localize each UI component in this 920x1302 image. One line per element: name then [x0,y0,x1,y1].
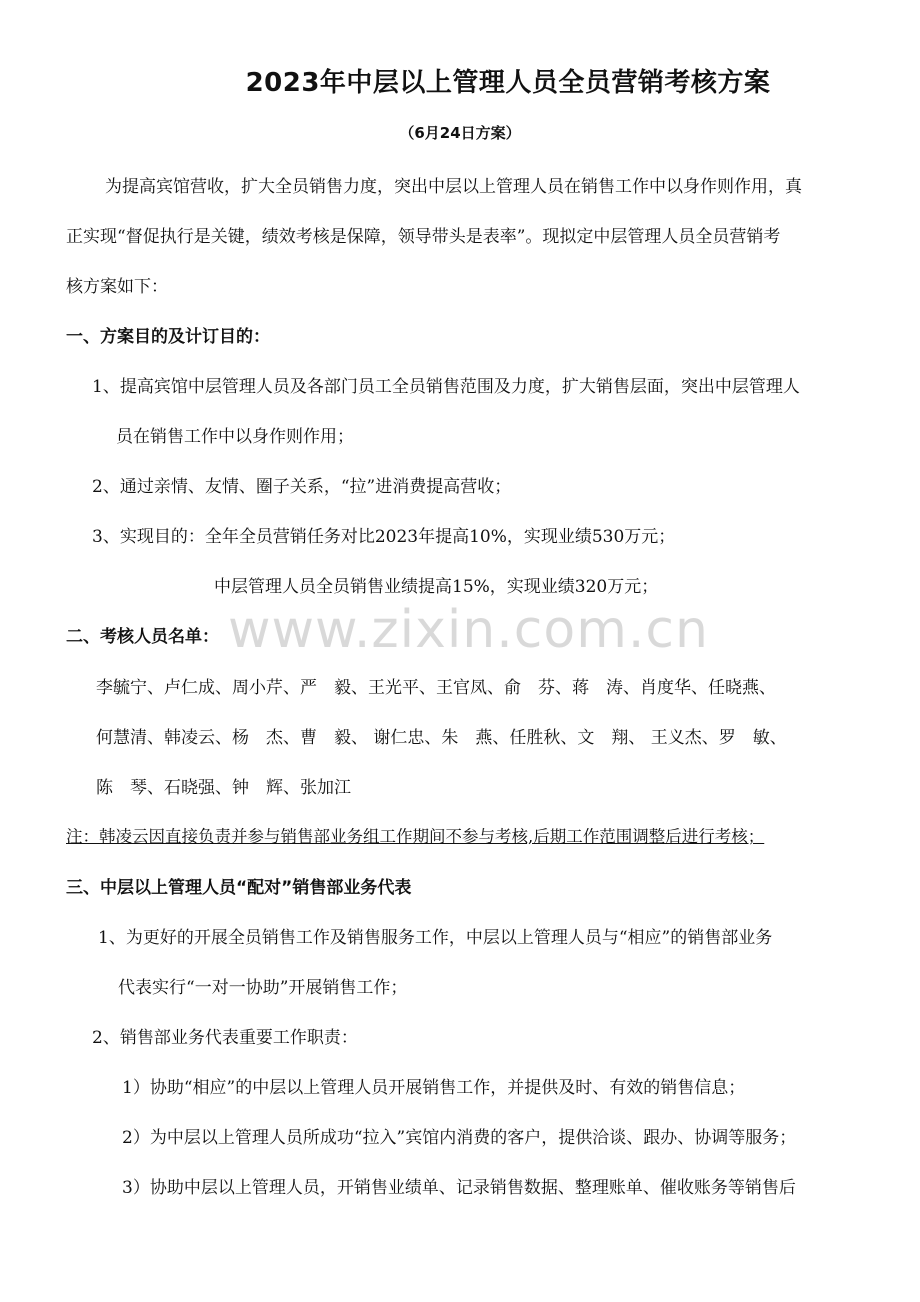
section-3-subitem: 1）协助“相应”的中层以上管理人员开展销售工作，并提供及时、有效的销售信息； [122,1078,746,1098]
document-subtitle: （6月24日方案） [399,124,521,142]
section-1-item: 员在销售工作中以身作则作用； [116,427,354,447]
intro-line-1: 为提高宾馆营收，扩大全员销售力度，突出中层以上管理人员在销售工作中以身作则作用，真 [105,177,802,197]
name-list-line: 何慧清、韩凌云、杨 杰、曹 毅、 谢仁忠、朱 燕、任胜秋、文 翔、 王义杰、罗 敏、 [96,728,787,748]
document-title: 2023年中层以上管理人员全员营销考核方案 [245,68,771,98]
section-3-heading: 三、中层以上管理人员“配对”销售部业务代表 [66,878,412,898]
section-3-subitem: 2）为中层以上管理人员所成功“拉入”宾馆内消费的客户，提供洽谈、跟办、协调等服务； [122,1128,797,1148]
section-2-heading: 二、考核人员名单： [66,627,219,647]
section-1-item: 3、实现目的：全年全员营销任务对比2023年提高10%，实现业绩530万元； [92,527,676,547]
intro-line-3: 核方案如下： [66,277,168,297]
section-3-item: 1、为更好的开展全员销售工作及销售服务工作，中层以上管理人员与“相应”的销售部业务 [98,928,773,948]
name-list-line: 陈 琴、石晓强、钟 辉、张加江 [96,778,351,798]
watermark: www.zixin.com.cn [228,600,709,660]
section-3-item: 2、销售部业务代表重要工作职责： [92,1028,358,1048]
name-list-line: 李毓宁、卢仁成、周小芹、严 毅、王光平、王官凤、俞 芬、蒋 涛、肖度华、任晓燕、 [96,678,776,698]
section-3-item: 代表实行“一对一协助”开展销售工作； [118,978,408,998]
section-3-subitem: 3）协助中层以上管理人员，开销售业绩单、记录销售数据、整理账单、催收账务等销售后 [122,1178,796,1198]
intro-line-2: 正实现“督促执行是关键，绩效考核是保障，领导带头是表率”。现拟定中层管理人员全员营销考 [66,227,781,247]
section-1-item: 中层管理人员全员销售业绩提高15%，实现业绩320万元； [214,577,659,597]
section-1-item: 2、通过亲情、友情、圈子关系，“拉”进消费提高营收； [92,477,512,497]
note-text: 注：韩凌云因直接负责并参与销售部业务组工作期间不参与考核,后期工作范围调整后进行考核； [66,827,765,846]
section-1-heading: 一、方案目的及计订目的： [66,327,270,347]
section-1-item: 1、提高宾馆中层管理人员及各部门员工全员销售范围及力度，扩大销售层面，突出中层管理人 [92,377,800,397]
